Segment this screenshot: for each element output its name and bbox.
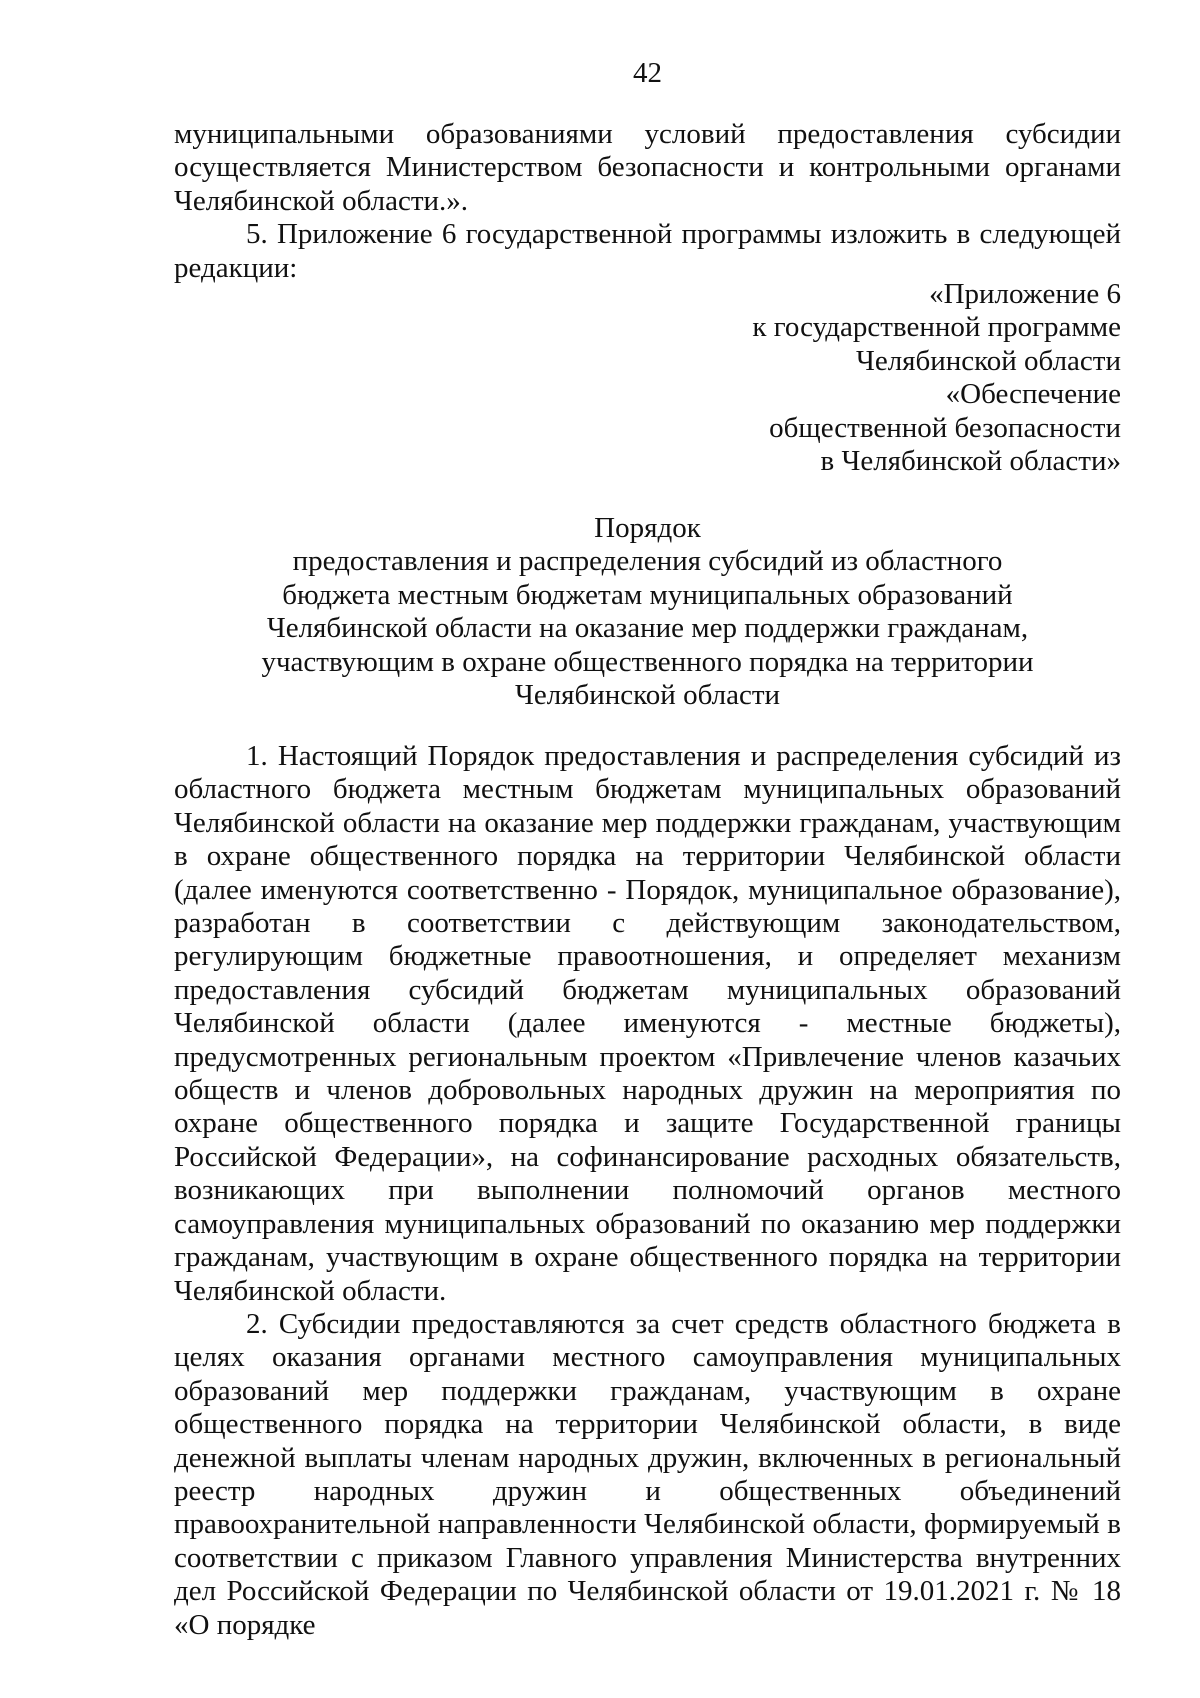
intro-section: [174, 118, 1121, 285]
intro-continuation-paragraph: муниципальными образованиями условий предоставления субсидии осуществляется Министерством безопасности и контрольными органами Челябинской области.».: [174, 118, 1121, 217]
item-5-paragraph: 5. Приложение 6 государственной программы изложить в следующей редакции:: [174, 218, 1121, 284]
page-number: 42: [633, 57, 662, 89]
title-line: предоставления и распределения субсидий из областного: [292, 545, 1003, 578]
document-body: [174, 740, 1121, 1642]
title-line: Челябинской области на оказание мер поддержки гражданам,: [266, 612, 1029, 645]
title-line: участвующим в охране общественного порядка на территории: [261, 645, 1034, 678]
appendix-line: в Челябинской области»: [820, 445, 1121, 478]
paragraph-2: 2. Субсидии предоставляются за счет средств областного бюджета в целях оказания органами местного самоуправления муниципальных образований мер поддержки гражданам, участвующим в охране общественного порядка на территории Челябинской области, в виде денежной выплаты членам народных дружин, включенных в региональный реестр народных дружин и общественных объединений правоохранительной направленности Челябинской области, формируемый в соответствии с приказом Главного управления Министерства внутренних дел Российской Федерации по Челябинской области от 19.01.2021 г. № 18 «О порядке: [174, 1307, 1121, 1641]
appendix-line: к государственной программе: [752, 311, 1121, 344]
appendix-header: [174, 278, 1121, 478]
paragraph-1: 1. Настоящий Порядок предоставления и распределения субсидий из областного бюджета местным бюджетам муниципальных образований Челябинской области на оказание мер поддержки гражданам, участвующим в охране общественного порядка на территории Челябинской области (далее именуются соответственно - Порядок, муниципальное образование), разработан в соответствии с действующим законодательством, регулирующим бюджетные правоотношения, и определяет механизм предоставления субсидий бюджетам муниципальных образований Челябинской области (далее именуются - местные бюджеты), предусмотренных региональным проектом «Привлечение членов казачьих обществ и членов добровольных народных дружин на мероприятия по охране общественного порядка и защите Государственной границы Российской Федерации», на софинансирование расходных обязательств, возникающих при выполнении полномочий органов местного самоуправления муниципальных образований по оказанию мер поддержки гражданам, участвующим в охране общественного порядка на территории Челябинской области.: [174, 740, 1121, 1307]
document-title: [174, 512, 1121, 712]
appendix-line: «Приложение 6: [929, 278, 1121, 310]
appendix-line: «Обеспечение: [945, 378, 1121, 411]
title-heading: Порядок: [594, 512, 701, 544]
appendix-line: Челябинской области: [855, 344, 1121, 377]
appendix-line: общественной безопасности: [769, 411, 1121, 444]
title-line: Челябинской области: [514, 679, 781, 712]
title-line: бюджета местным бюджетам муниципальных образований: [282, 578, 1013, 611]
